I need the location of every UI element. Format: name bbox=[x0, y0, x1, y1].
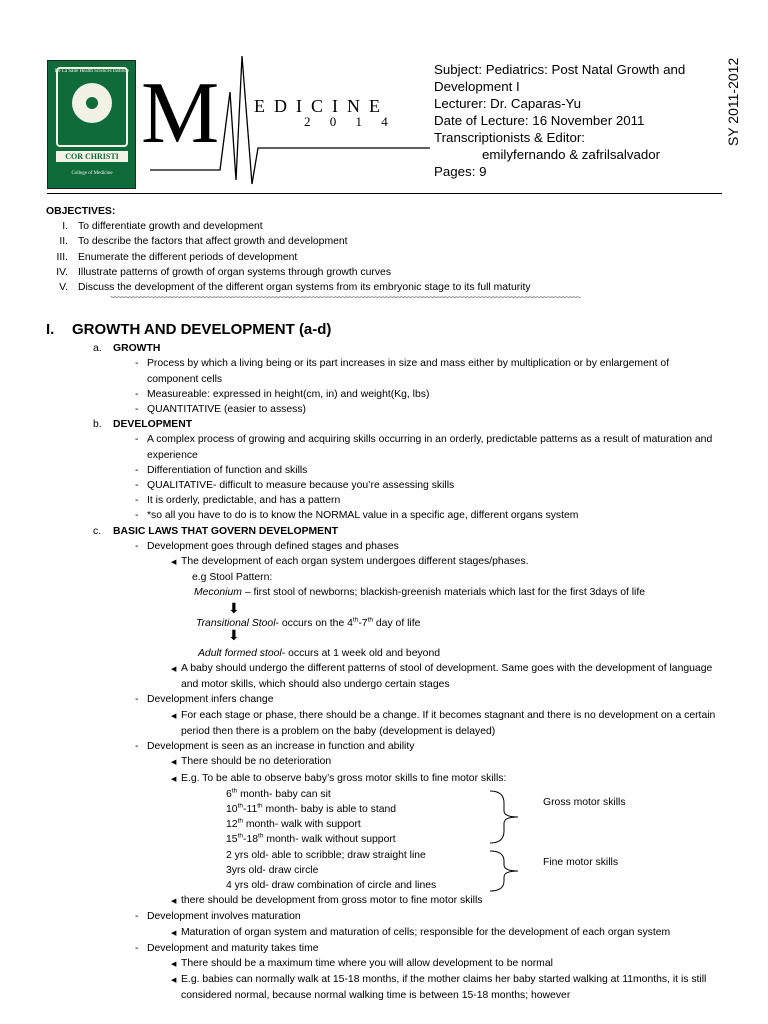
school-year: SY 2011-2012 bbox=[725, 57, 741, 146]
fine-motor-label: Fine motor skills bbox=[543, 856, 619, 868]
sub-bullet: ◀ For each stage or phase, there should be a change. If it becomes stagnant and there is no development on a certain period then there is a problem on the baby (development is delayed) bbox=[0, 708, 721, 739]
sub-bullet: ◀ E.g. To be able to observe baby’s gross motor skills to fine motor skills: bbox=[0, 771, 721, 787]
college-seal-logo bbox=[47, 60, 136, 189]
meconium-line: Meconium – first stool of newborns; blackish-greenish materials which last for the first 3days of life bbox=[194, 587, 646, 599]
list-item: - Development is seen as an increase in function and ability bbox=[0, 739, 721, 754]
sub-bullet: ◀ There should be no deterioration bbox=[0, 754, 721, 770]
list-item: - *so all you have to do is to know the NORMAL value in a specific age, different organs system bbox=[0, 508, 721, 523]
list-item: - Development and maturity takes time bbox=[0, 941, 721, 956]
motor-skills-block bbox=[0, 787, 768, 893]
sub-bullet: ◀ E.g. babies can normally walk at 15-18 months, if the mother claims her baby started walking at 11months, it is still considered normal, because normal walking time is between 15-18 months; however bbox=[0, 972, 721, 1003]
milestone: 6th month- baby can sit bbox=[226, 787, 331, 800]
transcriptionists-label: Transcriptionists & Editor: bbox=[434, 130, 585, 145]
section-heading: I. GROWTH AND DEVELOPMENT (a-d) bbox=[46, 321, 332, 339]
down-arrow-icon: ⬇ bbox=[228, 626, 240, 643]
lecture-date: Date of Lecture: 16 November 2011 bbox=[434, 113, 645, 128]
list-item: - Measureable: expressed in height(cm, in) and weight(Kg, lbs) bbox=[0, 387, 721, 402]
subsection-growth: a. GROWTH bbox=[93, 343, 161, 355]
milestone: 3yrs old- draw circle bbox=[226, 864, 319, 876]
milestone: 4 yrs old- draw combination of circle and lines bbox=[226, 879, 437, 891]
objective-item: II. To describe the factors that affect growth and development bbox=[59, 236, 348, 248]
list-item: - Differentiation of function and skills bbox=[0, 463, 721, 478]
sub-bullet: ◀ There should be a maximum time where you will allow development to be normal bbox=[0, 956, 721, 972]
sub-bullet: ◀ Maturation of organ system and maturation of cells; responsible for the development of each organ system bbox=[0, 925, 721, 941]
objective-item: V. Discuss the development of the different organ systems from its embryonic stage to its full maturity bbox=[59, 282, 531, 294]
milestone: 12th month- walk with support bbox=[226, 817, 361, 831]
list-item: - Development goes through defined stages and phases bbox=[0, 539, 721, 554]
objective-item: I. To differentiate growth and development bbox=[62, 221, 263, 233]
list-item: - QUANTITATIVE (easier to assess) bbox=[0, 402, 721, 417]
tilde-separator: ~~~~~~~~~~~~~~~~~~~~~~~~~~~~~~~~~~~~~~~~~~~~~~~~~~~~~~~~~~~~~~~~~~~~~~~~~~~~~~~~~~~~~~~~~~~~~~~~~~~~~~~~~~~~~~~~~~~~~~~~~~~~~~~~ bbox=[110, 293, 580, 303]
logo-year: 2 0 1 4 bbox=[304, 114, 396, 129]
subsection-development: b. DEVELOPMENT bbox=[93, 419, 193, 431]
subject: Subject: Pediatrics: Post Natal Growth and Development I bbox=[434, 62, 686, 94]
sub-bullet: ◀ there should be development from gross motor to fine motor skills bbox=[0, 893, 721, 909]
down-arrow-icon: ⬇ bbox=[228, 599, 240, 616]
seal-institution: De La Salle Health Sciences Institute bbox=[54, 69, 130, 74]
lecturer: Lecturer: Dr. Caparas-Yu bbox=[434, 96, 582, 111]
list-item: - Development involves maturation bbox=[0, 909, 721, 924]
list-item: - Process by which a living being or its part increases in size and mass either by multiplication or by enlargement of component cells bbox=[0, 356, 721, 386]
milestone: 10th-11th month- baby is able to stand bbox=[226, 802, 397, 815]
objective-item: III. Enumerate the different periods of development bbox=[56, 251, 298, 263]
sub-bullet: ◀ A baby should undergo the different patterns of stool of development. Same goes with the development of language and motor skills, which should also undergo certain stages bbox=[0, 661, 721, 692]
subsection-basic-laws: c. BASIC LAWS THAT GOVERN DEVELOPMENT bbox=[93, 525, 338, 537]
header-divider bbox=[47, 193, 722, 194]
list-item: - A complex process of growing and acquiring skills occurring in an orderly, predictable patterns as a result of maturation and experience bbox=[0, 432, 721, 462]
objectives-heading: OBJECTIVES: bbox=[46, 206, 116, 217]
milestone: 15th-18th month- walk without support bbox=[226, 832, 396, 846]
list-item: - QUALITATIVE- difficult to measure because you’re assessing skills bbox=[0, 478, 721, 493]
list-item: - Development infers change bbox=[0, 692, 721, 707]
fine-brace-icon bbox=[488, 849, 528, 893]
editors: emilyfernando & zafrilsalvador bbox=[482, 147, 661, 162]
seal-motto: COR CHRISTI bbox=[56, 151, 128, 162]
seal-college: College of Medicine bbox=[71, 171, 113, 176]
list-item: - It is orderly, predictable, and has a pattern bbox=[0, 493, 721, 508]
gross-motor-label: Gross motor skills bbox=[543, 796, 626, 808]
transitional-line: Transitional Stool- occurs on the 4th-7th day of life bbox=[196, 616, 421, 629]
document-body bbox=[0, 204, 768, 1004]
seal-emblem-icon bbox=[72, 83, 112, 123]
gross-brace-icon bbox=[488, 789, 528, 845]
adult-stool-line: Adult formed stool- occurs at 1 week old and beyond bbox=[198, 647, 441, 659]
objective-item: IV. Illustrate patterns of growth of organ systems through growth curves bbox=[56, 266, 392, 278]
lecture-info bbox=[434, 61, 719, 180]
page-count: Pages: 9 bbox=[434, 164, 487, 179]
logo-m: M bbox=[141, 65, 218, 162]
sub-bullet: ◀ The development of each organ system undergoes different stages/phases. bbox=[0, 554, 721, 570]
milestone: 2 yrs old- able to scribble; draw straight line bbox=[226, 849, 426, 861]
stool-example: e.g Stool Pattern: bbox=[192, 572, 273, 584]
page-header bbox=[0, 0, 768, 195]
logo-word: EDICINE bbox=[254, 96, 389, 116]
